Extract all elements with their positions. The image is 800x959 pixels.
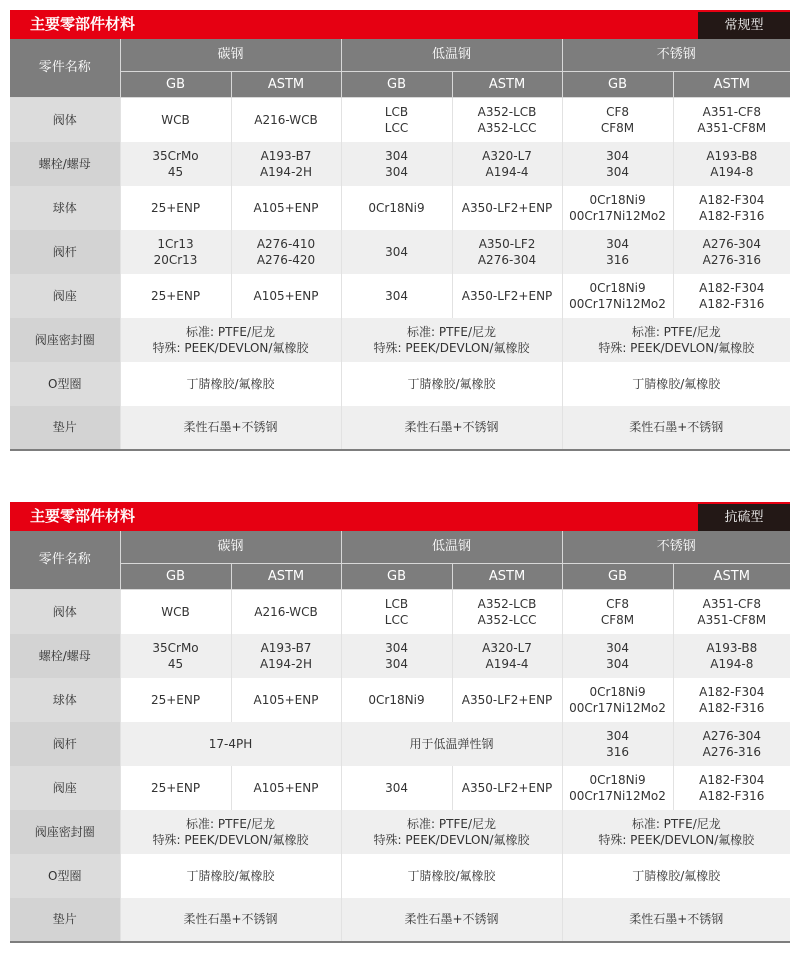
materials-table [10,531,790,943]
cell: 丁腈橡胶/氟橡胶 [562,854,790,898]
table-row-stem [10,722,790,766]
cell: 标准: PTFE/尼龙 特殊: PEEK/DEVLON/氟橡胶 [562,318,790,362]
header-row-groups [10,531,790,564]
cell: A182-F304 A182-F316 [673,274,790,318]
header-astm: ASTM [231,72,341,98]
materials-table [10,39,790,451]
table-row-seat [10,274,790,318]
header-gb: GB [341,564,452,590]
cell: A350-LF2 A276-304 [452,230,562,274]
section-title-bar [10,502,790,531]
row-name: O型圈 [10,362,120,406]
cell: LCB LCC [341,590,452,634]
cell: 304 304 [341,634,452,678]
cell: A193-B8 A194-8 [673,142,790,186]
materials-section-standard [10,10,790,451]
row-name: 螺栓/螺母 [10,142,120,186]
header-astm: ASTM [231,564,341,590]
row-name: 阀体 [10,590,120,634]
cell: 304 [341,230,452,274]
header-row-groups [10,39,790,72]
cell: 柔性石墨+不锈钢 [562,898,790,942]
cell: 丁腈橡胶/氟橡胶 [562,362,790,406]
header-astm: ASTM [673,72,790,98]
row-name: 垫片 [10,406,120,450]
table-row-seat [10,766,790,810]
header-gb: GB [341,72,452,98]
cell: 柔性石墨+不锈钢 [120,406,341,450]
row-name: 螺栓/螺母 [10,634,120,678]
row-name: 阀座 [10,274,120,318]
cell: A193-B8 A194-8 [673,634,790,678]
cell: 标准: PTFE/尼龙 特殊: PEEK/DEVLON/氟橡胶 [120,318,341,362]
cell: A351-CF8 A351-CF8M [673,98,790,142]
section-title: 主要零部件材料 [30,507,136,525]
cell: A320-L7 A194-4 [452,142,562,186]
cell: 0Cr18Ni9 00Cr17Ni12Mo2 [562,186,673,230]
header-astm: ASTM [452,72,562,98]
table-row-bolt-nut [10,634,790,678]
cell: A350-LF2+ENP [452,274,562,318]
cell: 25+ENP [120,766,231,810]
header-part-name: 零件名称 [10,39,120,98]
cell: A182-F304 A182-F316 [673,678,790,722]
header-row-standards [10,72,790,98]
cell: A352-LCB A352-LCC [452,98,562,142]
cell: A105+ENP [231,678,341,722]
cell: 柔性石墨+不锈钢 [341,406,562,450]
table-row-body [10,590,790,634]
header-group-stainless-steel: 不锈钢 [562,531,790,564]
header-part-name: 零件名称 [10,531,120,590]
cell: 丁腈橡胶/氟橡胶 [341,362,562,406]
cell: 17-4PH [120,722,341,766]
cell: WCB [120,590,231,634]
header-group-low-temp-steel: 低温钢 [341,39,562,72]
cell: 304 316 [562,230,673,274]
header-gb: GB [562,564,673,590]
cell: A193-B7 A194-2H [231,142,341,186]
cell: 304 304 [562,142,673,186]
cell: A105+ENP [231,766,341,810]
cell: A350-LF2+ENP [452,766,562,810]
cell: 0Cr18Ni9 00Cr17Ni12Mo2 [562,678,673,722]
cell: A182-F304 A182-F316 [673,766,790,810]
cell: 丁腈橡胶/氟橡胶 [120,854,341,898]
cell: 1Cr13 20Cr13 [120,230,231,274]
header-group-carbon-steel: 碳钢 [120,531,341,564]
cell: 标准: PTFE/尼龙 特殊: PEEK/DEVLON/氟橡胶 [562,810,790,854]
cell: 丁腈橡胶/氟橡胶 [341,854,562,898]
table-row-stem [10,230,790,274]
cell: 35CrMo 45 [120,142,231,186]
table-row-body [10,98,790,142]
header-gb: GB [120,72,231,98]
table-row-bolt-nut [10,142,790,186]
header-group-stainless-steel: 不锈钢 [562,39,790,72]
cell: CF8 CF8M [562,590,673,634]
cell: CF8 CF8M [562,98,673,142]
type-label: 抗硫型 [698,504,790,531]
table-row-gasket [10,406,790,450]
section-title: 主要零部件材料 [30,15,136,33]
row-name: O型圈 [10,854,120,898]
row-name: 阀杆 [10,722,120,766]
header-row-standards [10,564,790,590]
cell: 柔性石墨+不锈钢 [120,898,341,942]
cell: 35CrMo 45 [120,634,231,678]
cell: A350-LF2+ENP [452,186,562,230]
cell: A105+ENP [231,186,341,230]
cell: 0Cr18Ni9 [341,186,452,230]
cell: 0Cr18Ni9 00Cr17Ni12Mo2 [562,766,673,810]
cell: A216-WCB [231,590,341,634]
row-name: 垫片 [10,898,120,942]
cell: 0Cr18Ni9 00Cr17Ni12Mo2 [562,274,673,318]
table-row-seat-seal [10,810,790,854]
header-group-carbon-steel: 碳钢 [120,39,341,72]
table-row-gasket [10,898,790,942]
cell: LCB LCC [341,98,452,142]
cell: A216-WCB [231,98,341,142]
cell: A105+ENP [231,274,341,318]
cell: 304 304 [341,142,452,186]
header-gb: GB [562,72,673,98]
cell: WCB [120,98,231,142]
header-group-low-temp-steel: 低温钢 [341,531,562,564]
table-row-o-ring [10,854,790,898]
row-name: 阀杆 [10,230,120,274]
cell: 0Cr18Ni9 [341,678,452,722]
cell: 用于低温弹性钢 [341,722,562,766]
row-name: 阀座 [10,766,120,810]
header-astm: ASTM [673,564,790,590]
cell: 304 304 [562,634,673,678]
row-name: 阀体 [10,98,120,142]
cell: 304 316 [562,722,673,766]
cell: 标准: PTFE/尼龙 特殊: PEEK/DEVLON/氟橡胶 [341,318,562,362]
cell: 标准: PTFE/尼龙 特殊: PEEK/DEVLON/氟橡胶 [341,810,562,854]
cell: 柔性石墨+不锈钢 [341,898,562,942]
cell: A320-L7 A194-4 [452,634,562,678]
row-name: 阀座密封圈 [10,318,120,362]
table-row-seat-seal [10,318,790,362]
materials-section-sour-service [10,502,790,943]
section-title-bar [10,10,790,39]
cell: 304 [341,766,452,810]
type-label: 常规型 [698,12,790,39]
cell: A276-304 A276-316 [673,722,790,766]
cell: 304 [341,274,452,318]
row-name: 球体 [10,678,120,722]
cell: A193-B7 A194-2H [231,634,341,678]
cell: A276-410 A276-420 [231,230,341,274]
cell: A182-F304 A182-F316 [673,186,790,230]
table-row-ball [10,678,790,722]
table-row-o-ring [10,362,790,406]
cell: A352-LCB A352-LCC [452,590,562,634]
cell: 丁腈橡胶/氟橡胶 [120,362,341,406]
cell: A351-CF8 A351-CF8M [673,590,790,634]
row-name: 球体 [10,186,120,230]
header-gb: GB [120,564,231,590]
cell: 25+ENP [120,678,231,722]
table-row-ball [10,186,790,230]
row-name: 阀座密封圈 [10,810,120,854]
header-astm: ASTM [452,564,562,590]
cell: 标准: PTFE/尼龙 特殊: PEEK/DEVLON/氟橡胶 [120,810,341,854]
cell: A350-LF2+ENP [452,678,562,722]
cell: 25+ENP [120,274,231,318]
cell: 柔性石墨+不锈钢 [562,406,790,450]
cell: A276-304 A276-316 [673,230,790,274]
cell: 25+ENP [120,186,231,230]
